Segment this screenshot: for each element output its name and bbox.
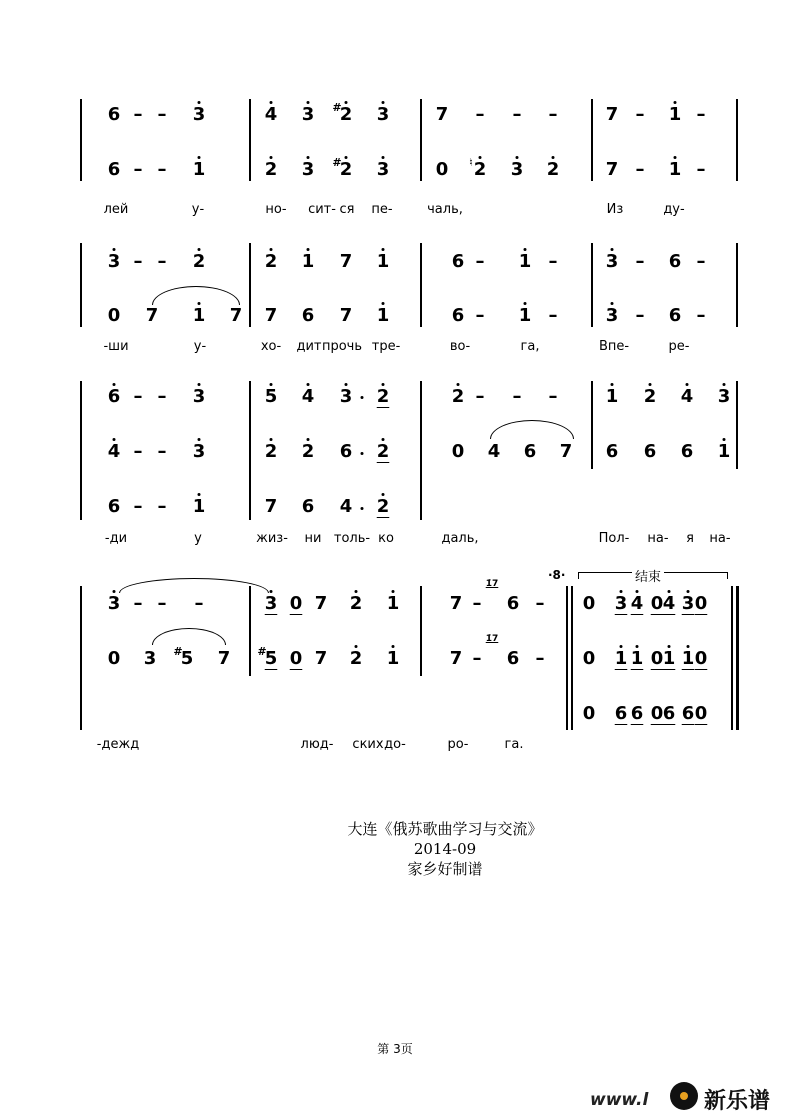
octave-dot (113, 590, 116, 593)
credit-date: 2014-09 (413, 840, 477, 858)
octave-dot (270, 383, 273, 386)
lyric-syllable: хо- (260, 339, 282, 354)
note: 0 (694, 593, 708, 614)
note: 6 (643, 441, 657, 462)
note: 4 (339, 496, 353, 517)
accidental: ♮ (469, 156, 473, 169)
note: 0 (435, 159, 449, 180)
dash: – (133, 386, 143, 407)
lyric-syllable: Из (606, 202, 624, 217)
lyric-syllable: ро- (447, 737, 469, 752)
lyric-syllable: ре- (668, 339, 690, 354)
dash: – (157, 496, 167, 517)
note: 6 (506, 593, 520, 614)
octave-dot (687, 590, 690, 593)
octave-dot (382, 156, 385, 159)
note: 6 (662, 703, 676, 724)
dash: – (548, 251, 558, 272)
dash: – (133, 104, 143, 125)
note: 3 (376, 159, 390, 180)
note: 6 (107, 496, 121, 517)
note: 1 (518, 251, 532, 272)
note: 6 (506, 648, 520, 669)
octave-dot (516, 156, 519, 159)
note: 6 (668, 251, 682, 272)
note: 7 (435, 104, 449, 125)
barline (80, 243, 82, 327)
octave-dot (113, 438, 116, 441)
note: 2 (376, 441, 390, 462)
note: 7 (314, 593, 328, 614)
octave-dot (611, 302, 614, 305)
tie-arc (152, 628, 226, 645)
note: 7 (605, 104, 619, 125)
barline (591, 99, 593, 181)
note: 1 (668, 159, 682, 180)
note: 3 (605, 251, 619, 272)
note: 3 (192, 386, 206, 407)
dash: – (548, 305, 558, 326)
octave-dot (382, 302, 385, 305)
note: 3 (339, 386, 353, 407)
note: 7 (449, 648, 463, 669)
dash: – (157, 593, 167, 614)
accidental: # (332, 156, 342, 169)
lyric-syllable: прочь (321, 339, 363, 354)
note: 3 (510, 159, 524, 180)
note: 3 (107, 593, 121, 614)
note: 6 (107, 104, 121, 125)
octave-dot (345, 383, 348, 386)
note: 0 (650, 593, 664, 614)
barline (731, 586, 733, 730)
dash: – (475, 104, 485, 125)
dash: – (133, 159, 143, 180)
octave-dot (198, 438, 201, 441)
note: 1 (630, 648, 644, 669)
dash: – (635, 104, 645, 125)
note: 4 (301, 386, 315, 407)
octave-dot (620, 645, 623, 648)
note: 1 (668, 104, 682, 125)
note: 5 (180, 648, 194, 669)
dash: – (133, 593, 143, 614)
note: 2 (376, 496, 390, 517)
dash: – (157, 159, 167, 180)
lyric-syllable: на- (709, 531, 731, 546)
aug-dot (361, 452, 364, 455)
note: 2 (349, 593, 363, 614)
note: 3 (192, 441, 206, 462)
note: 1 (301, 251, 315, 272)
lyric-syllable: -ши (103, 339, 129, 354)
note: 3 (614, 593, 628, 614)
barline (80, 381, 82, 520)
octave-dot (198, 493, 201, 496)
note: 1 (192, 159, 206, 180)
lyric-syllable: во- (449, 339, 471, 354)
note: 6 (451, 305, 465, 326)
watermark-name: 新乐谱 (704, 1089, 771, 1114)
watermark-logo (590, 1080, 790, 1116)
note: 7 (217, 648, 231, 669)
credit-author: 家乡好制谱 (407, 860, 483, 878)
accidental: # (257, 645, 267, 658)
lyric-syllable: Впе- (598, 339, 630, 354)
note: 3 (376, 104, 390, 125)
octave-dot (723, 438, 726, 441)
octave-dot (113, 248, 116, 251)
dash: – (548, 104, 558, 125)
note: 2 (339, 104, 353, 125)
note: 7 (605, 159, 619, 180)
note: 6 (451, 251, 465, 272)
note: 5 (264, 386, 278, 407)
note: 4 (264, 104, 278, 125)
lyric-syllable: даль, (441, 531, 479, 546)
note: 1 (614, 648, 628, 669)
dash: – (133, 251, 143, 272)
octave-dot (198, 156, 201, 159)
note: 6 (614, 703, 628, 724)
note: 3 (717, 386, 731, 407)
dash: – (133, 441, 143, 462)
barline (420, 586, 422, 676)
barline (249, 381, 251, 520)
lyric-syllable: я (686, 531, 694, 546)
note: 6 (605, 441, 619, 462)
note: 6 (107, 386, 121, 407)
note: 3 (143, 648, 157, 669)
lyric-syllable: жиз- (256, 531, 288, 546)
octave-dot (382, 493, 385, 496)
lyric-syllable: ко (378, 531, 394, 546)
octave-dot (345, 156, 348, 159)
barline (420, 381, 422, 520)
lyric-syllable: -ди (104, 531, 128, 546)
note: 6 (681, 703, 695, 724)
note: 7 (559, 441, 573, 462)
octave-dot (392, 590, 395, 593)
note: 3 (192, 104, 206, 125)
note: 1 (386, 648, 400, 669)
octave-dot (674, 101, 677, 104)
lyric-syllable: -дежд (96, 737, 140, 752)
note: 0 (582, 593, 596, 614)
accidental: # (173, 645, 183, 658)
watermark-url: www.l (590, 1090, 649, 1110)
octave-dot (687, 645, 690, 648)
dash: – (475, 305, 485, 326)
barline (571, 586, 573, 730)
dash: – (475, 386, 485, 407)
note: 1 (518, 305, 532, 326)
dash: – (696, 305, 706, 326)
octave-dot (457, 383, 460, 386)
dash: – (157, 104, 167, 125)
dash: – (696, 159, 706, 180)
barline (80, 586, 82, 730)
note: 2 (339, 159, 353, 180)
note: 0 (650, 703, 664, 724)
octave-dot (270, 101, 273, 104)
octave-dot (686, 383, 689, 386)
note: 3 (301, 159, 315, 180)
note: 0 (582, 648, 596, 669)
lyric-syllable: пе- (371, 202, 393, 217)
note: 2 (546, 159, 560, 180)
note: 5 (264, 648, 278, 669)
barline (249, 243, 251, 327)
barline (736, 243, 738, 327)
octave-dot (674, 156, 677, 159)
aug-dot (361, 507, 364, 510)
octave-dot (307, 438, 310, 441)
dash: – (157, 386, 167, 407)
octave-dot (270, 156, 273, 159)
barline (249, 586, 251, 676)
note: 7 (229, 305, 243, 326)
note: 7 (339, 251, 353, 272)
note: 0 (694, 648, 708, 669)
dash: – (194, 593, 204, 614)
octave-dot (382, 383, 385, 386)
note: 6 (301, 305, 315, 326)
octave-dot (355, 590, 358, 593)
octave-dot (382, 101, 385, 104)
octave-dot (479, 156, 482, 159)
note: 0 (582, 703, 596, 724)
note: 4 (487, 441, 501, 462)
dash: – (157, 441, 167, 462)
tie-arc (152, 286, 240, 305)
dash: – (635, 251, 645, 272)
note: 1 (681, 648, 695, 669)
lyric-syllable: ся (339, 202, 355, 217)
note: 6 (630, 703, 644, 724)
dash: – (512, 386, 522, 407)
tie-arc (119, 578, 269, 593)
octave-dot (552, 156, 555, 159)
note: 2 (349, 648, 363, 669)
dash: – (133, 496, 143, 517)
octave-dot (113, 383, 116, 386)
octave-dot (524, 248, 527, 251)
note: 0 (289, 593, 303, 614)
lyric-syllable: толь- (333, 531, 371, 546)
lyric-syllable: чаль, (427, 202, 463, 217)
barline (566, 586, 568, 730)
dash: – (535, 648, 545, 669)
octave-dot (198, 248, 201, 251)
aug-dot (361, 396, 364, 399)
lyric-syllable: ских (352, 737, 384, 752)
note: 4 (630, 593, 644, 614)
octave-dot (345, 101, 348, 104)
octave-dot (198, 302, 201, 305)
note: 6 (668, 305, 682, 326)
octave-dot (382, 248, 385, 251)
record-disc-icon (670, 1082, 698, 1110)
note: 6 (301, 496, 315, 517)
note: 2 (376, 386, 390, 407)
octave-dot (723, 383, 726, 386)
lyric-syllable: тре- (371, 339, 401, 354)
dash: – (535, 593, 545, 614)
note: 3 (605, 305, 619, 326)
note: 4 (680, 386, 694, 407)
lyric-syllable: сит- (308, 202, 336, 217)
note: 6 (107, 159, 121, 180)
note: 0 (451, 441, 465, 462)
note: 6 (523, 441, 537, 462)
lyric-syllable: Пол- (598, 531, 630, 546)
note: 7 (264, 305, 278, 326)
octave-dot (307, 156, 310, 159)
lyric-syllable: ду- (663, 202, 685, 217)
octave-dot (636, 590, 639, 593)
accidental: # (332, 101, 342, 114)
lyric-syllable: ни (304, 531, 322, 546)
barline (249, 99, 251, 181)
note: 2 (473, 159, 487, 180)
note: 2 (192, 251, 206, 272)
barline (591, 381, 593, 469)
octave-dot (307, 383, 310, 386)
barline (736, 586, 739, 730)
octave-dot (636, 645, 639, 648)
barline (420, 243, 422, 327)
dash: – (548, 386, 558, 407)
lyric-syllable: лей (103, 202, 129, 217)
note: 3 (264, 593, 278, 614)
dash: – (635, 159, 645, 180)
octave-dot (392, 645, 395, 648)
dash: – (157, 251, 167, 272)
lyric-syllable: у- (191, 202, 205, 217)
note: 1 (662, 648, 676, 669)
barline (80, 99, 82, 181)
octave-dot (620, 590, 623, 593)
note: 1 (605, 386, 619, 407)
dash: – (696, 104, 706, 125)
octave-dot (198, 383, 201, 386)
note: 2 (264, 159, 278, 180)
dash: – (472, 593, 482, 614)
octave-dot (611, 383, 614, 386)
note: 1 (386, 593, 400, 614)
dash: – (512, 104, 522, 125)
note: 3 (681, 593, 695, 614)
lyric-syllable: у (194, 531, 202, 546)
octave-dot (270, 590, 273, 593)
octave-dot (668, 590, 671, 593)
note: 1 (192, 305, 206, 326)
tie-arc (490, 420, 574, 439)
dash: – (635, 305, 645, 326)
note: 2 (264, 251, 278, 272)
lyric-syllable: но- (265, 202, 287, 217)
lyric-syllable: га, (520, 339, 540, 354)
octave-dot (198, 101, 201, 104)
barline (736, 381, 738, 469)
octave-dot (270, 248, 273, 251)
octave-dot (307, 248, 310, 251)
note: 0 (289, 648, 303, 669)
note: 7 (264, 496, 278, 517)
barline (420, 99, 422, 181)
barline (736, 99, 738, 181)
note: 7 (449, 593, 463, 614)
note: 1 (192, 496, 206, 517)
page-number: 第 3页 (377, 1042, 413, 1056)
note: 3 (301, 104, 315, 125)
octave-dot (307, 101, 310, 104)
note: 3 (107, 251, 121, 272)
octave-dot (611, 248, 614, 251)
note: 0 (650, 648, 664, 669)
credit-source: 大连《俄苏歌曲学习与交流》 (347, 820, 543, 838)
lyric-syllable: люд- (300, 737, 334, 752)
note: 2 (264, 441, 278, 462)
octave-dot (355, 645, 358, 648)
octave-dot (668, 645, 671, 648)
lyric-syllable: га. (504, 737, 524, 752)
note: 0 (694, 703, 708, 724)
note: 7 (339, 305, 353, 326)
note: 1 (376, 251, 390, 272)
octave-dot (382, 438, 385, 441)
octave-dot (524, 302, 527, 305)
dash: – (696, 251, 706, 272)
note: 2 (301, 441, 315, 462)
note: 0 (107, 305, 121, 326)
lyric-syllable: дит (296, 339, 322, 354)
octave-dot (649, 383, 652, 386)
octave-dot (270, 438, 273, 441)
lyric-syllable: до- (384, 737, 406, 752)
lyric-syllable: у- (193, 339, 207, 354)
note: 6 (680, 441, 694, 462)
note: 4 (662, 593, 676, 614)
note: 7 (314, 648, 328, 669)
note: 1 (376, 305, 390, 326)
dash: – (475, 251, 485, 272)
dash: – (472, 648, 482, 669)
note: 2 (643, 386, 657, 407)
grace-note: 1̇7 (485, 579, 499, 589)
barline (591, 243, 593, 327)
note: 1 (717, 441, 731, 462)
lyric-syllable: на- (647, 531, 669, 546)
note: 7 (145, 305, 159, 326)
note: 4 (107, 441, 121, 462)
note: 6 (339, 441, 353, 462)
ending-label: 结束 (632, 566, 664, 585)
grace-note: 1̇7 (485, 634, 499, 644)
note: 0 (107, 648, 121, 669)
note: 2 (451, 386, 465, 407)
